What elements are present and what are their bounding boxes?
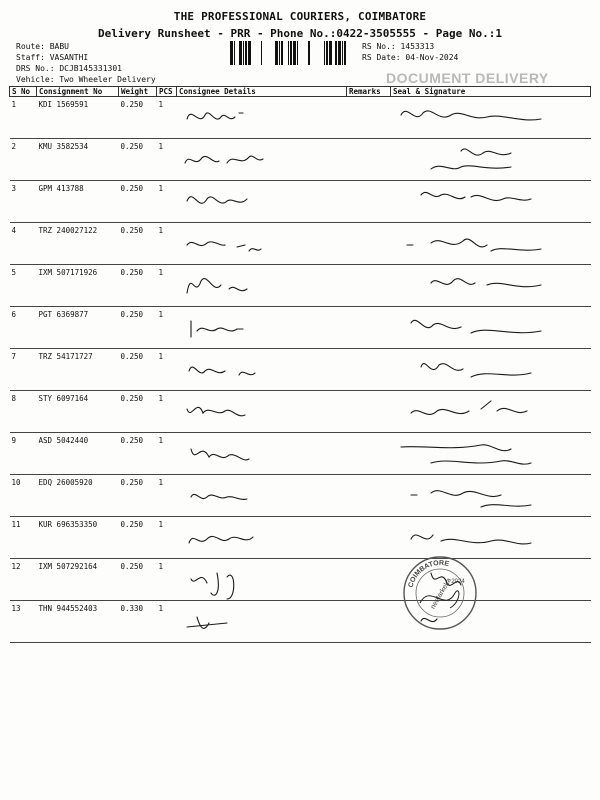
cell-sno: 5 (10, 265, 37, 307)
cell-remarks (347, 181, 391, 223)
cell-consignment-no: STY 6097164 (37, 391, 119, 433)
cell-seal-signature (391, 391, 591, 433)
cell-seal-signature (391, 139, 591, 181)
cell-consignment-no: KMU 3582534 (37, 139, 119, 181)
cell-remarks (347, 349, 391, 391)
cell-consignee-handwriting (177, 559, 347, 601)
cell-sno: 9 (10, 433, 37, 475)
col-weight: Weight (119, 87, 157, 97)
runsheet-subtitle: Delivery Runsheet - PRR - Phone No.:0422-3505555 - Page No.:1 (98, 27, 502, 40)
cell-pcs: 1 (157, 517, 177, 559)
cell-consignment-no: KDI 1569591 (37, 97, 119, 139)
cell-seal-signature (391, 307, 591, 349)
cell-consignee-handwriting (177, 181, 347, 223)
cell-remarks (347, 433, 391, 475)
cell-sno: 3 (10, 181, 37, 223)
cell-consignee-handwriting (177, 349, 347, 391)
cell-weight: 0.250 (119, 349, 157, 391)
table-row (10, 433, 591, 475)
table-row (10, 559, 591, 601)
rs-number: RS No.: 1453313 (362, 42, 435, 51)
cell-consignment-no: THN 944552403 (37, 601, 119, 643)
cell-weight: 0.250 (119, 181, 157, 223)
cell-pcs: 1 (157, 433, 177, 475)
cell-sno: 4 (10, 223, 37, 265)
cell-seal-signature (391, 223, 591, 265)
cell-weight: 0.250 (119, 265, 157, 307)
stamp-year: 2024 (451, 579, 465, 585)
cell-remarks (347, 391, 391, 433)
cell-consignment-no: IXM 507292164 (37, 559, 119, 601)
cell-consignee-handwriting (177, 433, 347, 475)
cell-weight: 0.250 (119, 307, 157, 349)
cell-weight: 0.250 (119, 517, 157, 559)
cell-sno: 11 (10, 517, 37, 559)
cell-consignee-handwriting (177, 139, 347, 181)
company-title: THE PROFESSIONAL COURIERS, COIMBATORE (173, 10, 427, 23)
cell-consignment-no: IXM 507171926 (37, 265, 119, 307)
cell-pcs: 1 (157, 559, 177, 601)
col-remarks: Remarks (347, 87, 391, 97)
col-consignee: Consignee Details (177, 87, 347, 97)
cell-seal-signature (391, 433, 591, 475)
table-row (10, 223, 591, 265)
col-consignment: Consignment No (37, 87, 119, 97)
round-seal-stamp (400, 553, 480, 633)
cell-weight: 0.250 (119, 223, 157, 265)
cell-sno: 8 (10, 391, 37, 433)
cell-sno: 1 (10, 97, 37, 139)
cell-pcs: 1 (157, 307, 177, 349)
barcode-icon (230, 41, 354, 65)
route-label: Route: BABU (16, 42, 69, 51)
rs-date: RS Date: 04-Nov-2024 (362, 53, 459, 62)
cell-sno: 10 (10, 475, 37, 517)
table-row (10, 265, 591, 307)
document-delivery-stamp: DOCUMENT DELIVERY (386, 70, 549, 86)
cell-pcs: 1 (157, 475, 177, 517)
cell-weight: 0.250 (119, 391, 157, 433)
cell-remarks (347, 265, 391, 307)
table-row (10, 517, 591, 559)
cell-consignment-no: ASD 5042440 (37, 433, 119, 475)
table-row (10, 391, 591, 433)
cell-weight: 0.250 (119, 433, 157, 475)
cell-pcs: 1 (157, 139, 177, 181)
cell-consignment-no: EDQ 26005920 (37, 475, 119, 517)
cell-weight: 0.250 (119, 97, 157, 139)
staff-label: Staff: VASANTHI (16, 53, 89, 62)
cell-remarks (347, 475, 391, 517)
runsheet-table (9, 86, 591, 643)
cell-consignee-handwriting (177, 265, 347, 307)
cell-pcs: 1 (157, 181, 177, 223)
cell-remarks (347, 97, 391, 139)
cell-seal-signature (391, 475, 591, 517)
table-row (10, 475, 591, 517)
table-row (10, 307, 591, 349)
cell-remarks (347, 601, 391, 643)
cell-sno: 12 (10, 559, 37, 601)
table-row (10, 97, 591, 139)
cell-pcs: 1 (157, 391, 177, 433)
col-seal-signature: Seal & Signature (391, 87, 591, 97)
drs-number: DRS No.: DCJB145331301 (16, 64, 122, 73)
cell-sno: 13 (10, 601, 37, 643)
cell-pcs: 1 (157, 265, 177, 307)
cell-seal-signature (391, 349, 591, 391)
cell-sno: 7 (10, 349, 37, 391)
cell-pcs: 1 (157, 97, 177, 139)
cell-consignee-handwriting (177, 97, 347, 139)
cell-weight: 0.250 (119, 139, 157, 181)
cell-pcs: 1 (157, 349, 177, 391)
cell-consignee-handwriting (177, 391, 347, 433)
cell-pcs: 1 (157, 223, 177, 265)
stamp-name: neelarkeka (429, 577, 453, 611)
col-sno: S No (10, 87, 37, 97)
cell-consignee-handwriting (177, 307, 347, 349)
cell-consignment-no: KUR 696353350 (37, 517, 119, 559)
cell-consignee-handwriting (177, 475, 347, 517)
cell-weight: 0.250 (119, 559, 157, 601)
cell-consignee-handwriting (177, 601, 347, 643)
cell-remarks (347, 139, 391, 181)
cell-sno: 2 (10, 139, 37, 181)
table-row (10, 601, 591, 643)
cell-consignee-handwriting (177, 517, 347, 559)
cell-consignment-no: GPM 413788 (37, 181, 119, 223)
cell-remarks (347, 559, 391, 601)
cell-seal-signature (391, 181, 591, 223)
cell-seal-signature (391, 97, 591, 139)
stamp-city: COIMBATORE (407, 559, 450, 589)
cell-remarks (347, 307, 391, 349)
vehicle-label: Vehicle: Two Wheeler Delivery (16, 75, 156, 84)
cell-sno: 6 (10, 307, 37, 349)
col-pcs: PCS (157, 87, 177, 97)
cell-seal-signature (391, 265, 591, 307)
cell-consignment-no: TRZ 240027122 (37, 223, 119, 265)
cell-pcs: 1 (157, 601, 177, 643)
cell-remarks (347, 517, 391, 559)
cell-weight: 0.330 (119, 601, 157, 643)
cell-weight: 0.250 (119, 475, 157, 517)
cell-remarks (347, 223, 391, 265)
cell-consignment-no: PGT 6369877 (37, 307, 119, 349)
cell-consignee-handwriting (177, 223, 347, 265)
table-row (10, 181, 591, 223)
table-row (10, 139, 591, 181)
table-header-row (10, 87, 591, 97)
table-row (10, 349, 591, 391)
cell-consignment-no: TRZ 54171727 (37, 349, 119, 391)
